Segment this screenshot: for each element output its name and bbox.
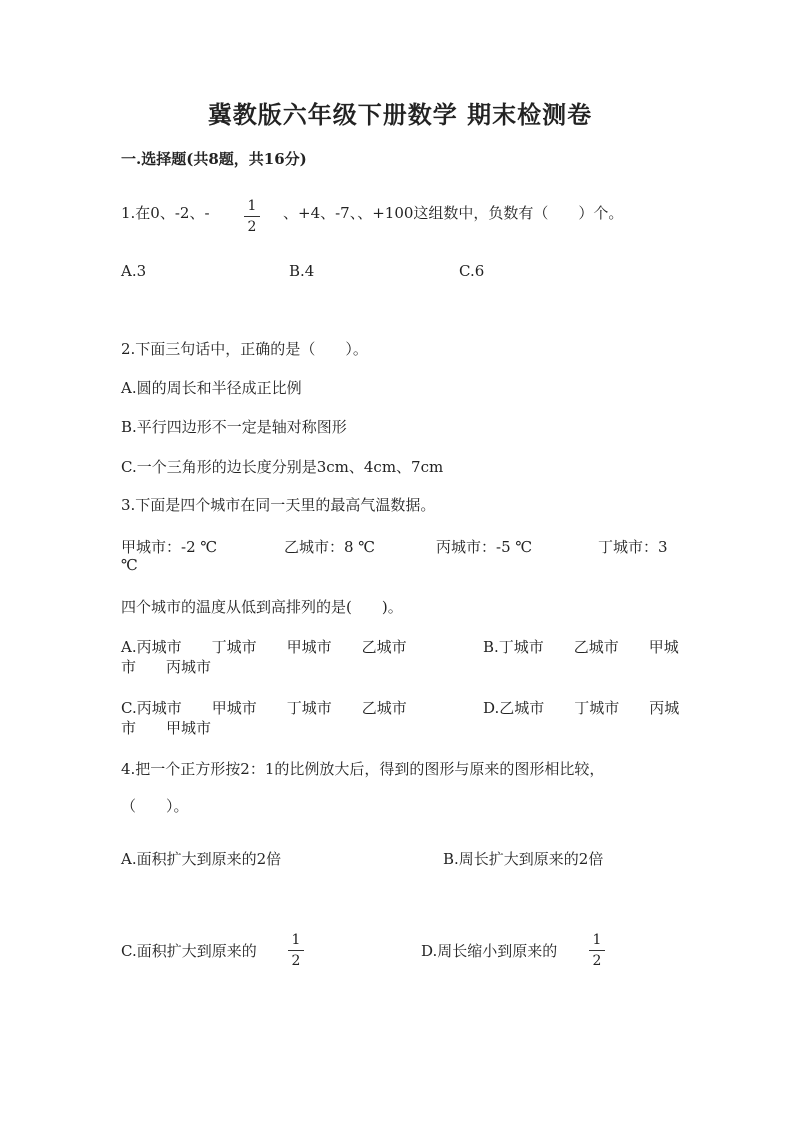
fraction-bar — [288, 950, 304, 951]
q1-option-b: B.4 — [289, 262, 315, 280]
q3-data-unit-wrap: ℃ — [121, 556, 138, 574]
fraction-denominator: 2 — [291, 953, 301, 969]
q3-option-b-line1: B.丁城市 乙城市 甲城 — [483, 638, 679, 656]
q4-option-a: A.面积扩大到原来的2倍 — [121, 850, 282, 868]
q3-stem: 3.下面是四个城市在同一天里的最高气温数据。 — [121, 496, 436, 514]
q1-stem-part2: 、+4、-7、、+100这组数中，负数有（ ）个。 — [283, 204, 624, 222]
q1-option-a: A.3 — [121, 262, 147, 280]
fraction-numerator: 1 — [592, 932, 602, 948]
q2-stem: 2.下面三句话中，正确的是（ ）。 — [121, 340, 368, 358]
q3-data-jia: 甲城市：-2 ℃ — [121, 538, 218, 556]
q4-option-d-fraction — [589, 932, 605, 969]
q1-option-c: C.6 — [459, 262, 485, 280]
q4-option-d: D.周长缩小到原来的 — [421, 942, 558, 960]
q2-option-b: B.平行四边形不一定是轴对称图形 — [121, 418, 347, 436]
q3-question: 四个城市的温度从低到高排列的是( )。 — [121, 598, 403, 616]
fraction-bar — [244, 216, 260, 217]
q3-data-bing: 丙城市：-5 ℃ — [436, 538, 533, 556]
fraction-numerator: 1 — [291, 932, 301, 948]
q4-stem-line1: 4.把一个正方形按2：1的比例放大后，得到的图形与原来的图形相比较， — [121, 760, 605, 778]
fraction-denominator: 2 — [247, 219, 257, 235]
q3-option-c: C.丙城市 甲城市 丁城市 乙城市 — [121, 699, 407, 717]
fraction-numerator: 1 — [247, 198, 257, 214]
fraction-bar — [589, 950, 605, 951]
q3-option-b-line2: 市 丙城市 — [121, 658, 212, 676]
q3-option-d-line1: D.乙城市 丁城市 丙城 — [483, 699, 680, 717]
q3-option-d-line2: 市 甲城市 — [121, 719, 212, 737]
fraction-denominator: 2 — [592, 953, 602, 969]
page-title: 冀教版六年级下册数学 期末检测卷 — [207, 100, 593, 129]
q4-stem-line2: （ ）。 — [121, 797, 189, 815]
q2-option-a: A.圆的周长和半径成正比例 — [121, 379, 302, 397]
section-heading: 一.选择题(共8题，共16分) — [121, 150, 307, 168]
q4-option-b: B.周长扩大到原来的2倍 — [443, 850, 604, 868]
q4-option-c-fraction — [288, 932, 304, 969]
q3-option-a: A.丙城市 丁城市 甲城市 乙城市 — [121, 638, 407, 656]
q3-data-ding: 丁城市：3 — [598, 538, 668, 556]
q3-data-yi: 乙城市：8 ℃ — [284, 538, 376, 556]
q2-option-c: C.一个三角形的边长度分别是3cm、4cm、7cm — [121, 458, 444, 476]
q1-stem-part1: 1.在0、-2、- — [121, 204, 210, 222]
q1-fraction — [244, 198, 260, 235]
q4-option-c: C.面积扩大到原来的 — [121, 942, 257, 960]
